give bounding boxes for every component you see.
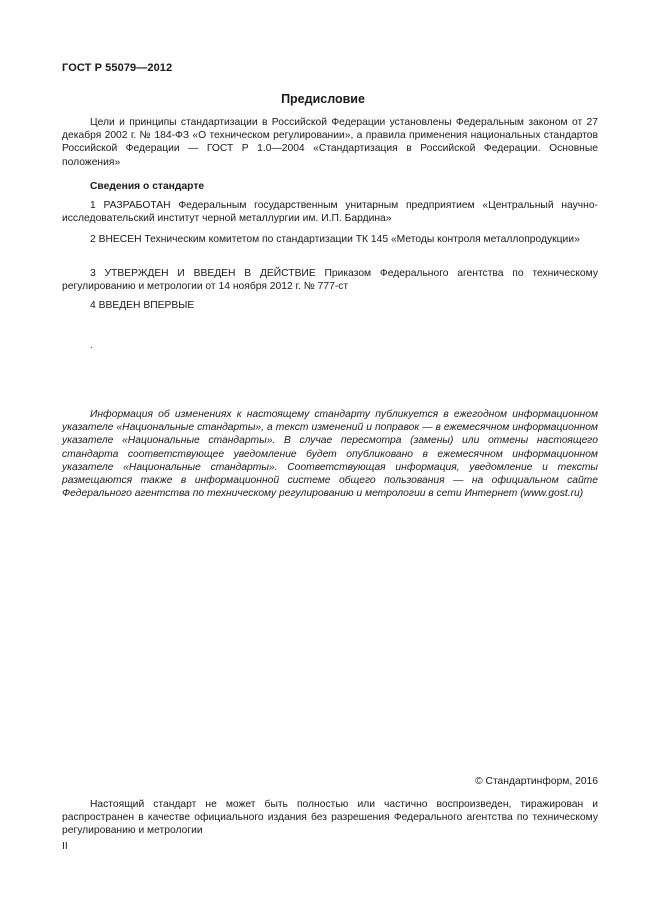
stray-dot: .: [90, 340, 93, 351]
foreword-intro-paragraph: Цели и принципы стандартизации в Российской Федерации установлены Федеральным законом от 27 декабря 2002 г. № 184-ФЗ «О техническом регулировании», а правила применения национальных стандартов Российской Федерации — ГОСТ Р 1.0—2004 «Стандартизация в Российской Федерации. Основные положения»: [62, 117, 598, 168]
page-number: II: [62, 841, 68, 852]
foreword-title: Предисловие: [281, 92, 365, 106]
copyright-line: © Стандартинформ, 2016: [475, 776, 598, 787]
reproduction-notice-paragraph: Настоящий стандарт не может быть полностью или частично воспроизведен, тиражирован и распространен в качестве официального издания без разрешения Федерального агентства по техническому регулированию и метрологии: [62, 799, 598, 837]
document-header-id: ГОСТ Р 55079—2012: [62, 62, 173, 74]
info-item-4: 4 ВВЕДЕН ВПЕРВЫЕ: [90, 300, 195, 311]
info-item-1: 1 РАЗРАБОТАН Федеральным государственным унитарным предприятием «Центральный научно-исследовательский институт черной металлургии им. И.П. Бардина»: [62, 200, 598, 225]
info-item-2: 2 ВНЕСЕН Техническим комитетом по стандартизации ТК 145 «Методы контроля металлопродукции»: [90, 234, 580, 245]
changes-notice-paragraph: Информация об изменениях к настоящему стандарту публикуется в ежегодном информационном указателе «Национальные стандарты», а текст изменений и поправок — в ежемесячном информационном указателе «Национальные стандарты». В случае пересмотра (замены) или отмены настоящего стандарта соответствующее уведомление будет опубликовано в ежемесячном информационном указателе «Национальные стандарты». Соответствующая информация, уведомление и тексты размещаются также в информационной системе общего пользования — на официальном сайте Федерального агентства по техническому регулированию и метрологии в сети Интернет (www.gost.ru): [62, 409, 598, 500]
standard-info-heading: Сведения о стандарте: [90, 181, 205, 192]
info-item-3: 3 УТВЕРЖДЕН И ВВЕДЕН В ДЕЙСТВИЕ Приказом Федерального агентства по техническому регулированию и метрологии от 14 ноября 2012 г. № 777-ст: [62, 268, 598, 293]
